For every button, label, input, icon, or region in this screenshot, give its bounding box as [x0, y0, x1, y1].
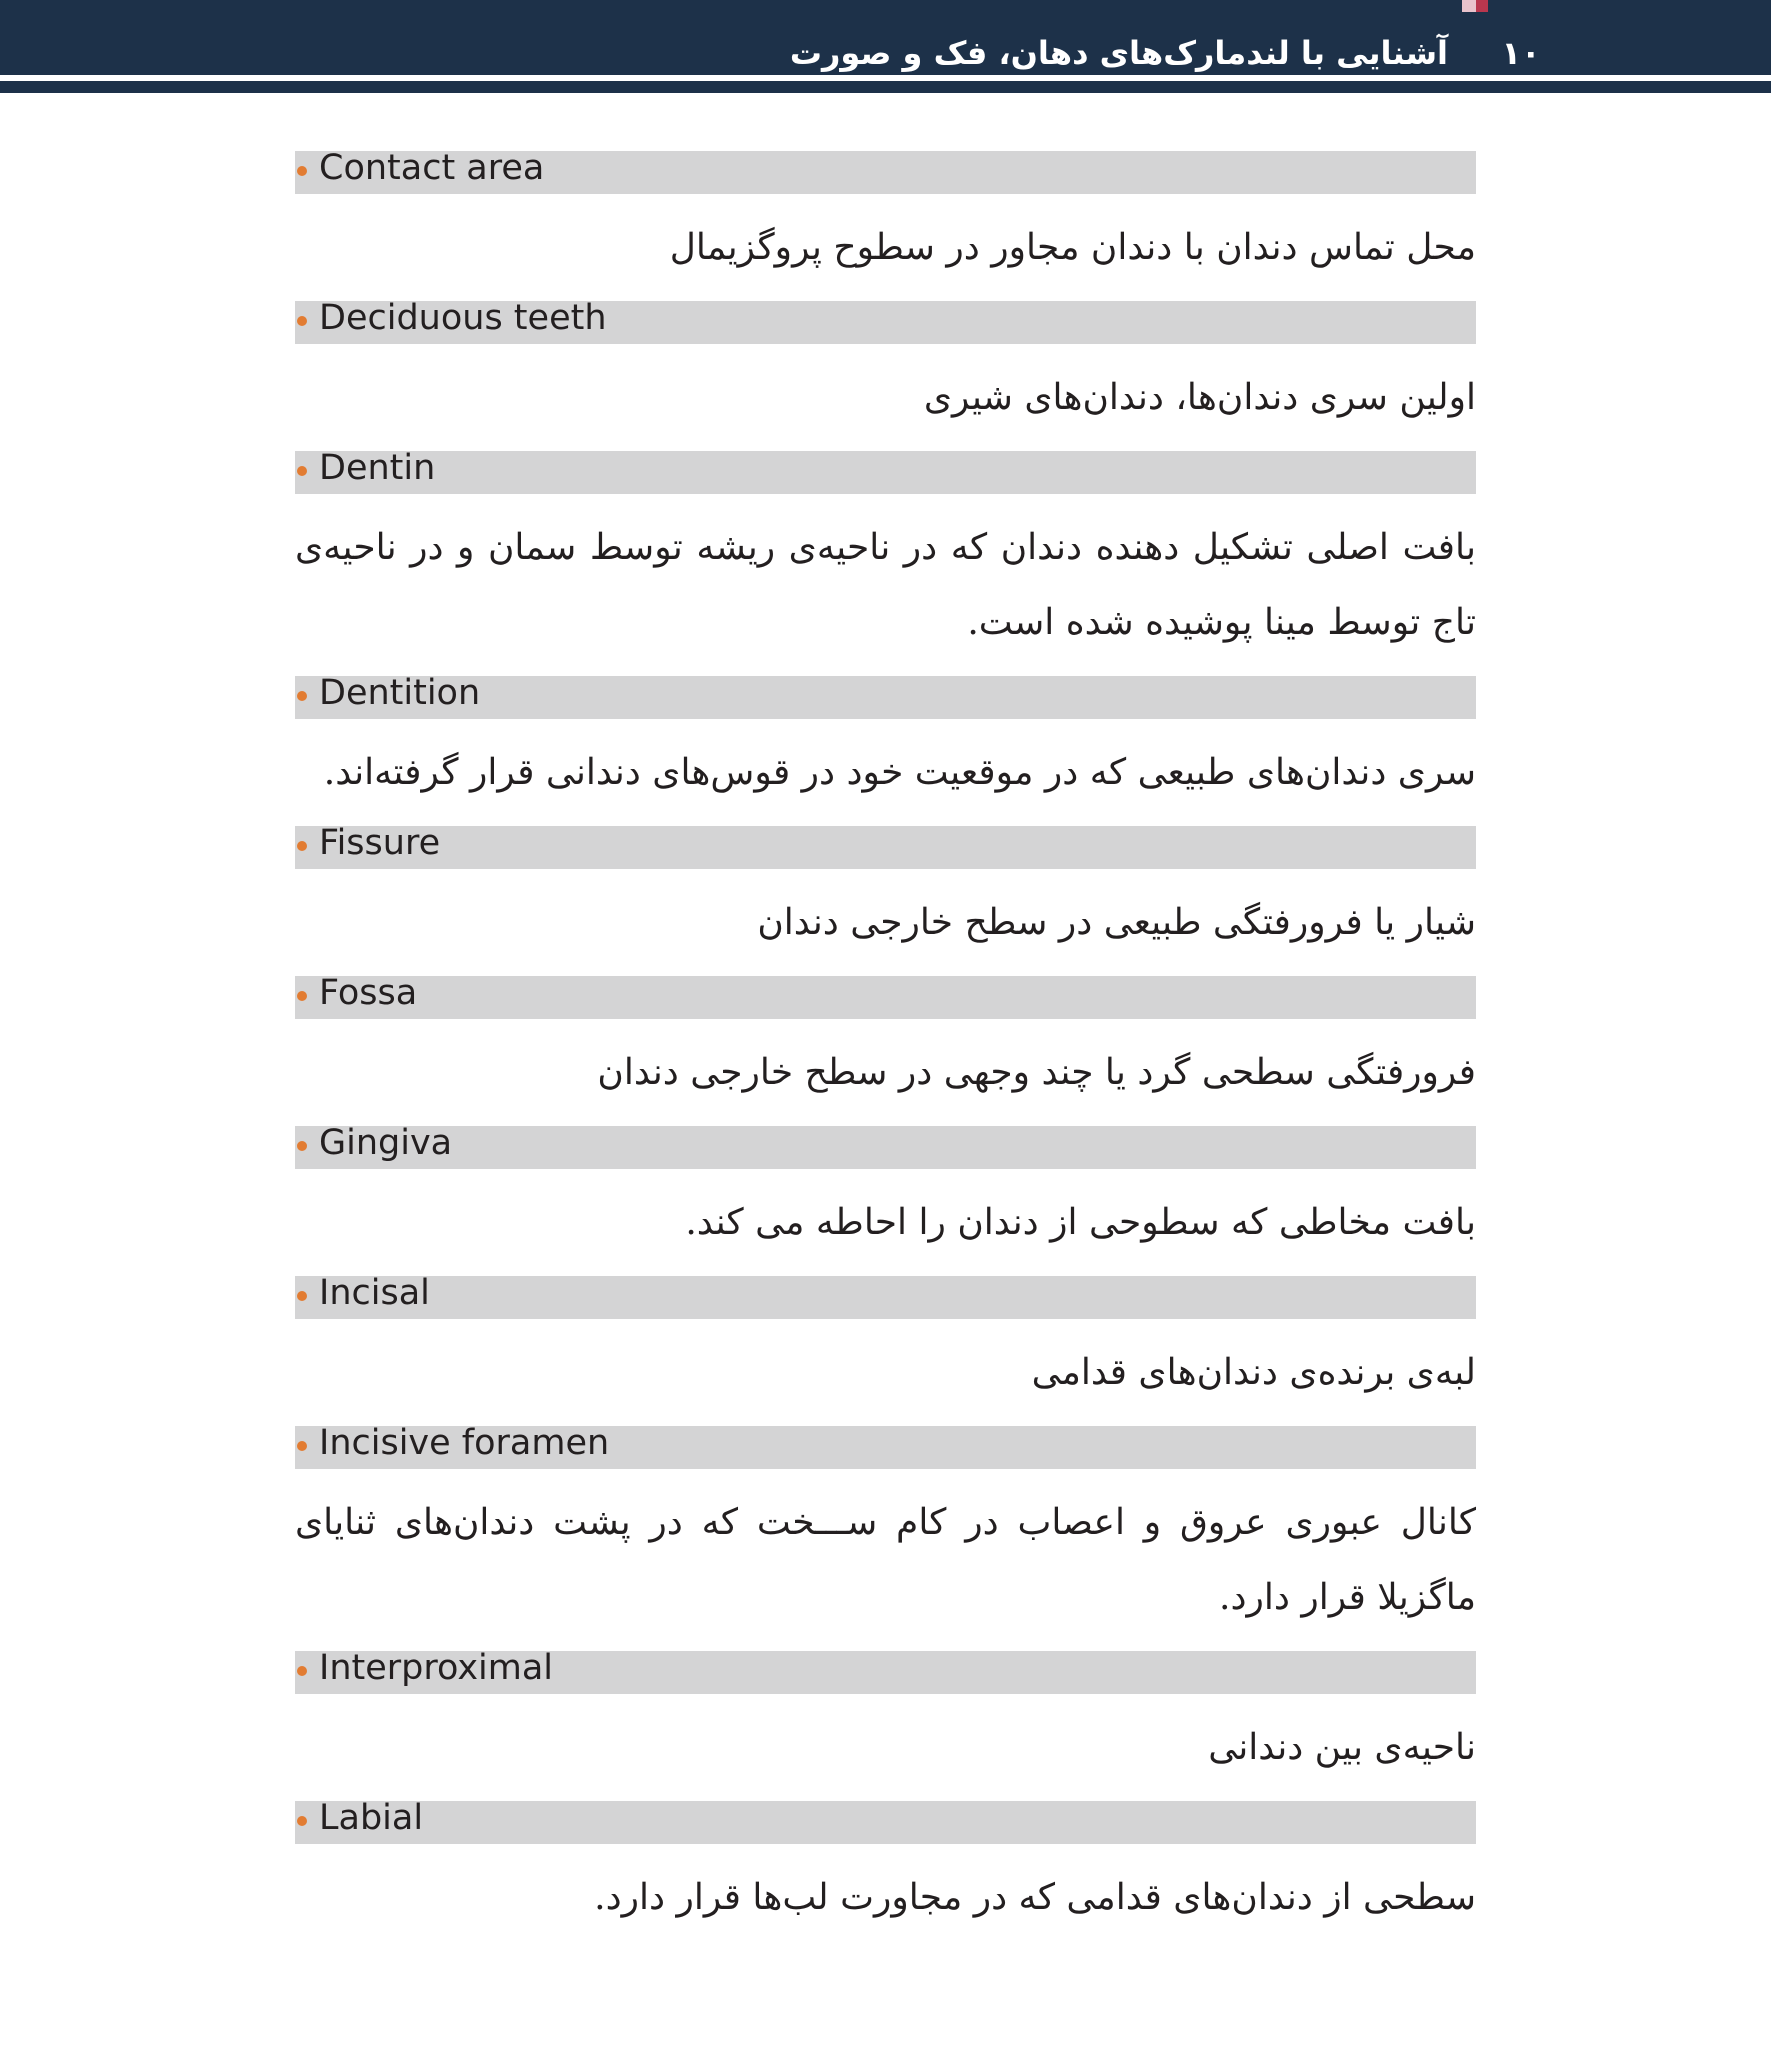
glossary-entry-dentition [295, 673, 1476, 810]
glossary-entry-gingiva [295, 1123, 1476, 1260]
term-definition: کانال عبوری عروق و اعصاب در کام ســـخت که در پشت دندان‌های ثنایای ماگزیلا قرار دارد. [295, 1502, 1476, 1618]
chapter-title: آشنایی با لندمارک‌های دهان، فک و صورت [789, 34, 1448, 72]
glossary-entry-interproximal [295, 1648, 1476, 1785]
bullet-icon [297, 316, 307, 326]
term-label: Interproximal [319, 1648, 554, 1688]
term-label: Deciduous teeth [319, 298, 607, 338]
term-bar [295, 673, 1476, 719]
term-definition: لبه‌ی برنده‌ی دندان‌های قدامی [1031, 1352, 1476, 1393]
term-bar [295, 1273, 1476, 1319]
glossary-list [295, 148, 1476, 1951]
glossary-entry-deciduous-teeth [295, 298, 1476, 435]
glossary-entry-fossa [295, 973, 1476, 1110]
glossary-entry-labial [295, 1798, 1476, 1935]
bullet-icon [297, 166, 307, 176]
term-label: Dentition [319, 673, 481, 713]
bullet-icon [297, 691, 307, 701]
glossary-entry-incisive-foramen [295, 1423, 1476, 1635]
term-definition: سری دندان‌های طبیعی که در موقعیت خود در قوس‌های دندانی قرار گرفته‌اند. [323, 752, 1476, 793]
page-number: ۱۰ [1501, 34, 1541, 72]
term-definition: شیار یا فرورفتگی طبیعی در سطح خارجی دندان [757, 902, 1476, 943]
term-label: Fossa [319, 973, 418, 1013]
term-definition: اولین سری دندان‌ها، دندان‌های شیری [923, 377, 1476, 418]
header-underline [0, 81, 1771, 93]
bullet-icon [297, 991, 307, 1001]
bullet-icon [297, 841, 307, 851]
term-label: Incisal [319, 1273, 430, 1313]
bullet-icon [297, 1141, 307, 1151]
term-definition: محل تماس دندان با دندان مجاور در سطوح پروگزیمال [669, 227, 1476, 268]
bullet-icon [297, 1441, 307, 1451]
term-definition: بافت اصلی تشکیل دهنده دندان که در ناحیه‌ی ریشه توسط سمان و در ناحیه‌ی تاج توسط مینا پوشیده شده است. [295, 527, 1476, 643]
chapter-tab-marker-inner [1476, 0, 1488, 12]
term-bar [295, 1423, 1476, 1469]
term-bar [295, 148, 1476, 194]
term-definition: سطحی از دندان‌های قدامی که در مجاورت لب‌ها قرار دارد. [594, 1877, 1476, 1918]
term-bar [295, 973, 1476, 1019]
glossary-entry-incisal [295, 1273, 1476, 1410]
term-bar [295, 1798, 1476, 1844]
term-bar [295, 1648, 1476, 1694]
term-label: Gingiva [319, 1123, 453, 1163]
term-definition: ناحیه‌ی بین دندانی [1208, 1727, 1476, 1768]
glossary-entry-fissure [295, 823, 1476, 960]
term-label: Dentin [319, 448, 436, 488]
term-label: Labial [319, 1798, 424, 1838]
term-bar [295, 1123, 1476, 1169]
bullet-icon [297, 466, 307, 476]
term-bar [295, 823, 1476, 869]
glossary-entry-dentin [295, 448, 1476, 660]
term-label: Contact area [319, 148, 545, 188]
term-bar [295, 298, 1476, 344]
term-definition: فرورفتگی سطحی گرد یا چند وجهی در سطح خارجی دندان [597, 1052, 1476, 1093]
term-definition: بافت مخاطی که سطوحی از دندان را احاطه می کند. [685, 1202, 1476, 1243]
term-label: Fissure [319, 823, 441, 863]
term-label: Incisive foramen [319, 1423, 610, 1463]
bullet-icon [297, 1291, 307, 1301]
term-bar [295, 448, 1476, 494]
bullet-icon [297, 1666, 307, 1676]
glossary-entry-contact-area [295, 148, 1476, 285]
bullet-icon [297, 1816, 307, 1826]
